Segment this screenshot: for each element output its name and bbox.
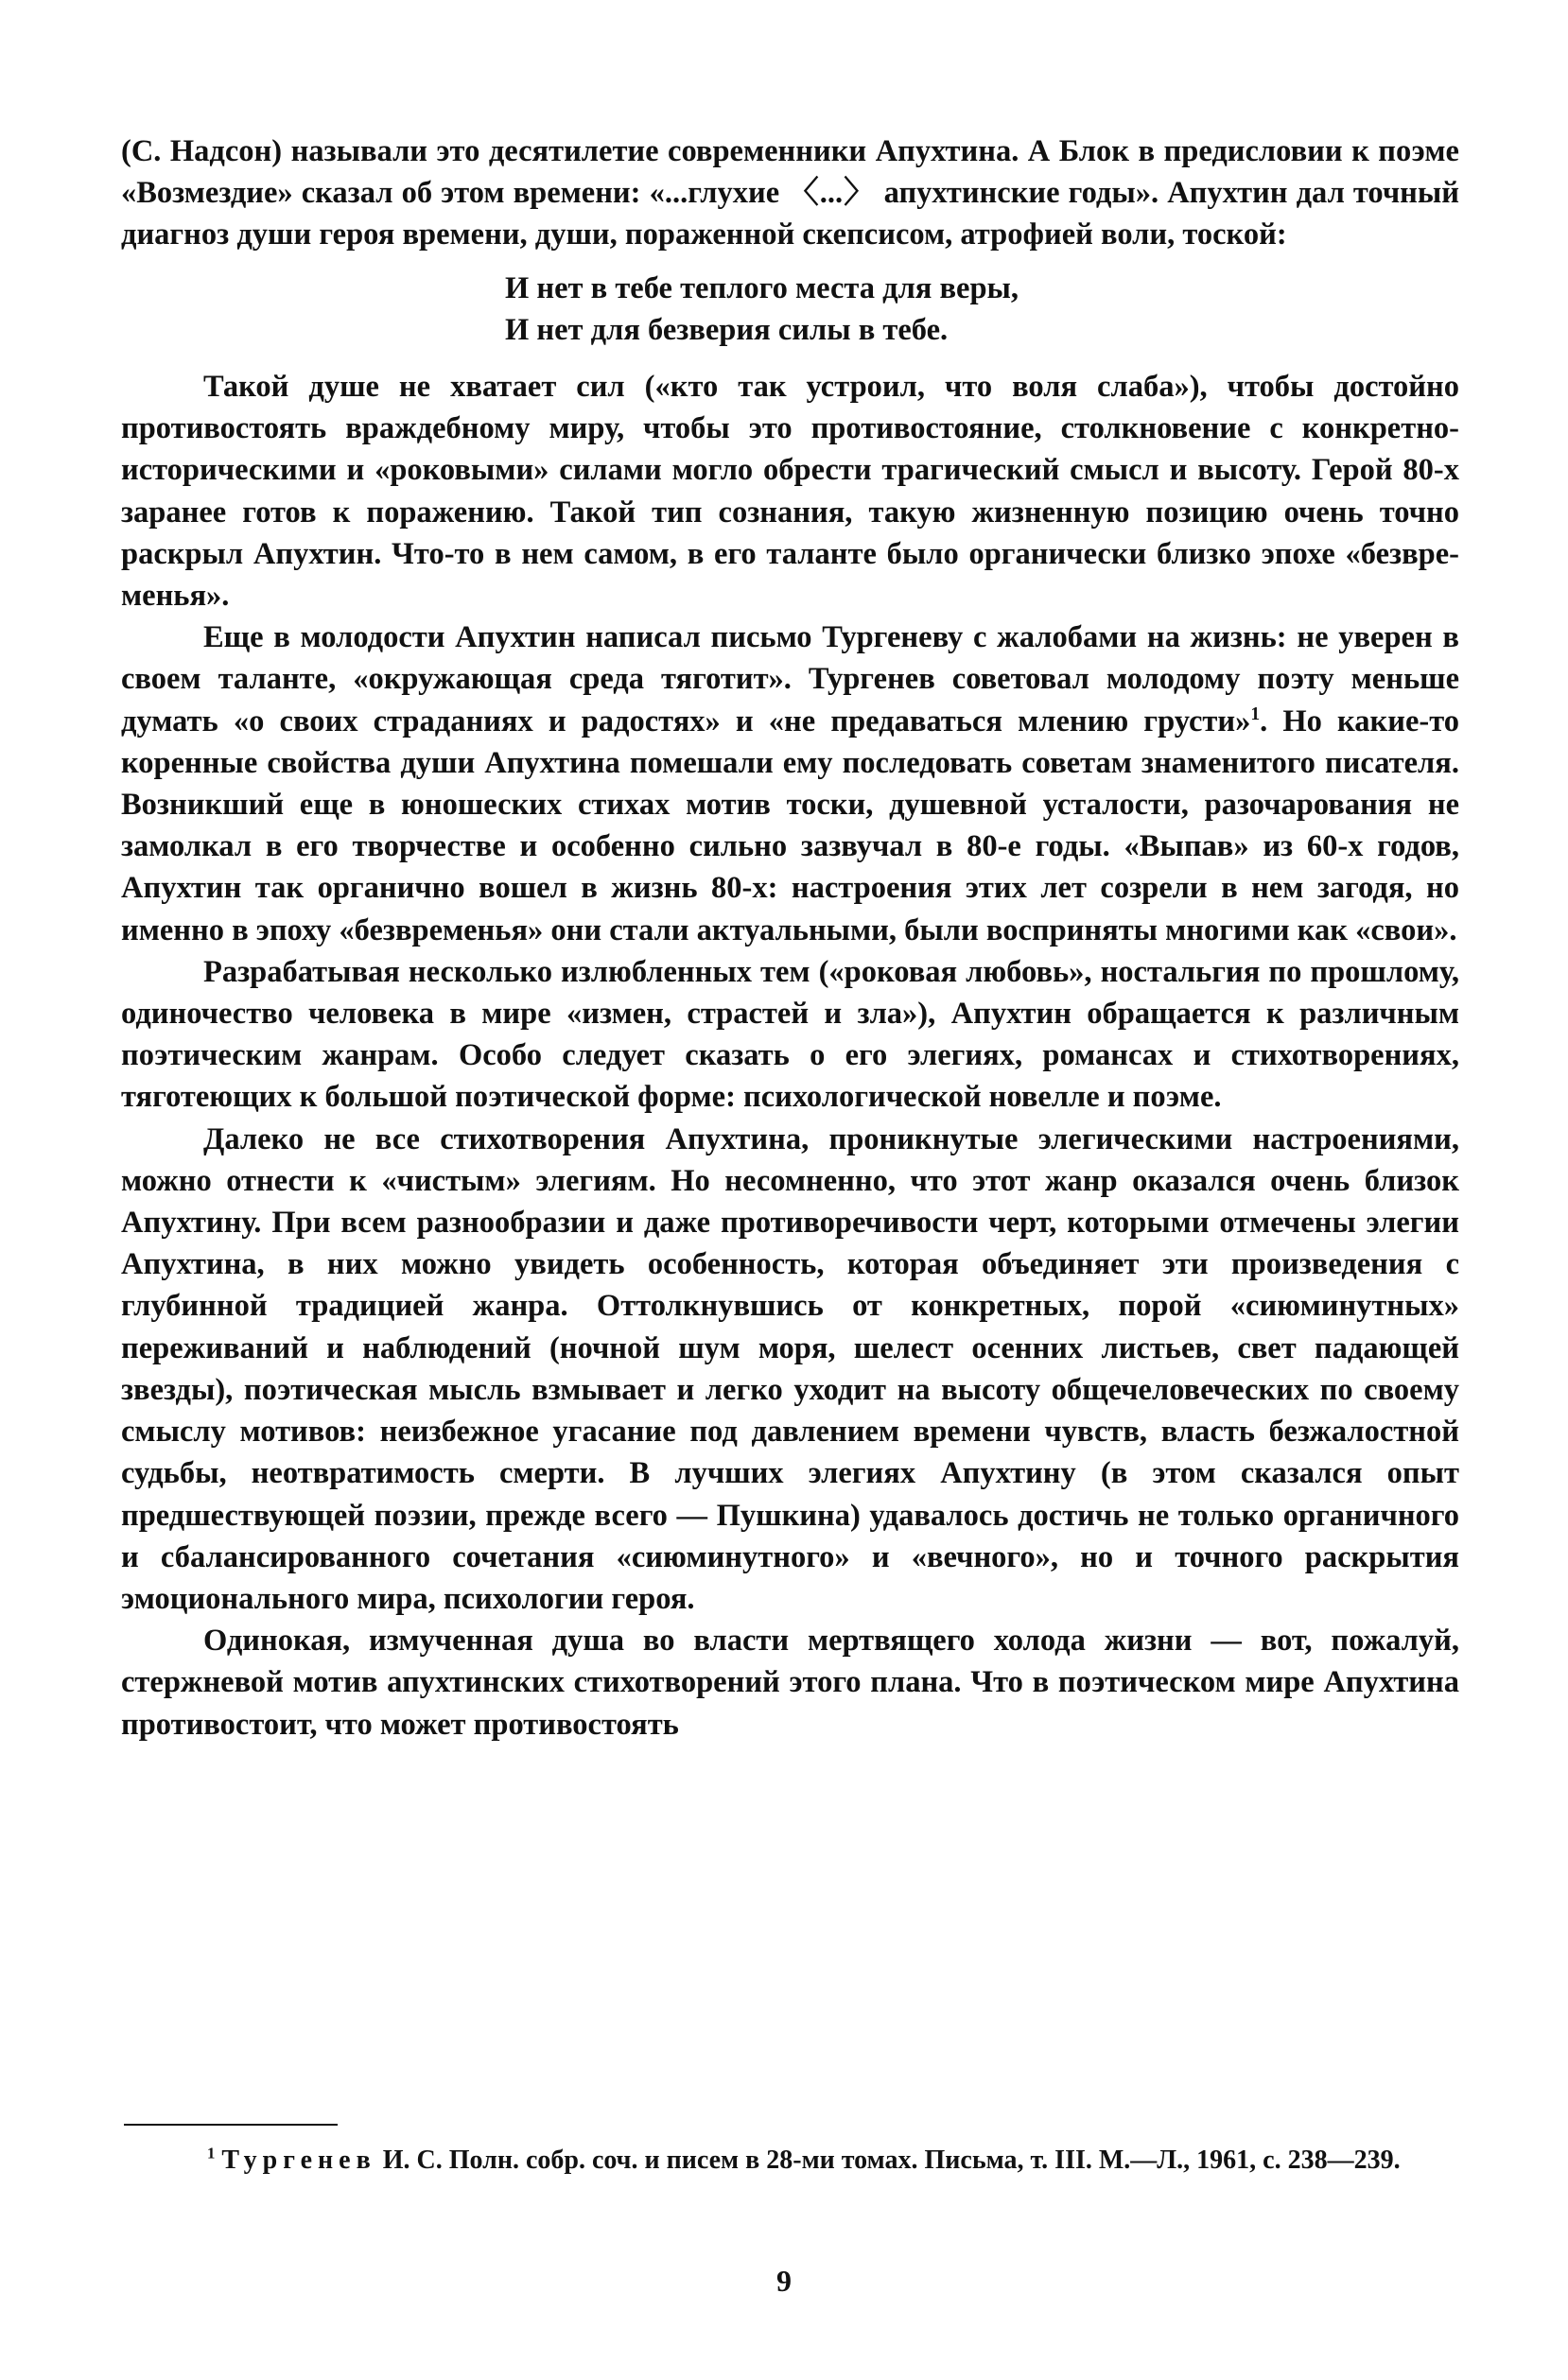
- paragraph-5: Далеко не все стихотворения Апухтина, проникнутые элегическими настроениями, можно отнести к «чистым» элегиям. Но несомненно, что этот жанр оказался очень близок Апухтину. При всем разнообразии и даже противоречивости черт, которыми отмечены элегии Апухтина, в них можно увидеть особенность, которая объединяет эти произведения с глубинной традицией жанра. Оттолкнувшись от конкретных, порой «сиюминутных» переживаний и наблюдений (ночной шум моря, шелест осенних листьев, свет падающей звезды), поэтическая мысль взмывает и легко уходит на высоту общечеловеческих по своему смыслу мотивов: неизбежное угасание под давлением времени чувств, власть безжалостной судьбы, неотвратимость смерти. В лучших элегиях Апухтину (в этом сказался опыт предшествующей поэзии, прежде всего — Пушкина) удавалось достичь не только органичного и сбалансированного сочетания «сиюминутного» и «вечного», но и точного раскрытия эмоционального мира, психологии героя.: [121, 1121, 1459, 1616]
- verse-quote: [505, 268, 1459, 351]
- footnote-citation: И. С. Полн. собр. соч. и писем в 28-ми томах. Письма, т. III. М.—Л., 1961, с. 238—239.: [375, 2145, 1401, 2175]
- page-number: 9: [776, 2264, 792, 2298]
- verse-line-2: И нет для безверия силы в тебе.: [505, 312, 949, 347]
- footnote-text: [121, 2142, 1459, 2180]
- paragraph-2: Такой душе не хватает сил («кто так устроил, что воля слаба»), чтобы достойно противостоять враждебному миру, чтобы это противостояние, столкновение с конкретно-историческими и «роковыми» силами могло обрести трагический смысл и высоту. Герой 80-х заранее готов к поражению. Такой тип сознания, такую жизненную позицию очень точно раскрыл Апухтин. Что-то в нем самом, в его таланте было органически близко эпохе «безвременья».: [121, 370, 1459, 614]
- paragraph-1: (С. Надсон) называли это десятилетие современники Апухтина. А Блок в предисловии к поэме «Возмездие» сказал об этом времени: «...глухие 〈...〉 апухтинские годы». Апухтин дал точный диагноз души героя времени, души, пораженной скепсисом, атрофией воли, тоской:: [121, 134, 1459, 252]
- paragraph-6: Одинокая, измученная душа во власти мертвящего холода жизни — вот, пожалуй, стержневой мотив апухтинских стихотворений этого плана. Что в поэтическом мире Апухтина противостоит, что может противостоять: [121, 1624, 1459, 1742]
- paragraph-3-part-2: . Но какие-то коренные свойства души Апухтина помешали ему последовать советам знаменитого писателя. Возникший еще в юношеских стихах мотив тоски, душевной усталости, разочарования не замолкал в его творчестве и особенно сильно зазвучал в 80-е годы. «Выпав» из 60-х годов, Апухтин так органично вошел в жизнь 80-х: настроения этих лет созрели в нем загодя, но именно в эпоху «безвременья» они стали актуальными, были восприняты многими как «свои».: [121, 704, 1459, 947]
- footnote-mark: 1: [207, 2144, 216, 2163]
- verse-line-1: И нет в тебе теплого места для веры,: [505, 270, 1019, 305]
- paragraph-3-part-1: Еще в молодости Апухтин написал письмо Тургеневу с жалобами на жизнь: не уверен в своем таланте, «окружающая среда тяготит». Тургенев советовал молодому поэту меньше думать «о своих страданиях и радостях» и «не предаваться млению грусти»: [121, 620, 1459, 738]
- paragraph-3: [121, 617, 1459, 951]
- main-text: [121, 130, 1459, 1746]
- footnote-divider: [124, 2124, 338, 2126]
- footnote-reference: 1: [1250, 704, 1261, 724]
- paragraph-4: Разрабатывая несколько излюбленных тем («роковая любовь», ностальгия по прошлому, одиночество человека в мире «измен, страстей и зла»), Апухтин обращается к различным поэтическим жанрам. Особо следует сказать о его элегиях, романсах и стихотворениях, тяготеющих к большой поэтической форме: психологической новелле и поэме.: [121, 954, 1459, 1115]
- footnote-author: Тургенев: [221, 2145, 376, 2175]
- footnote: [121, 2142, 1459, 2180]
